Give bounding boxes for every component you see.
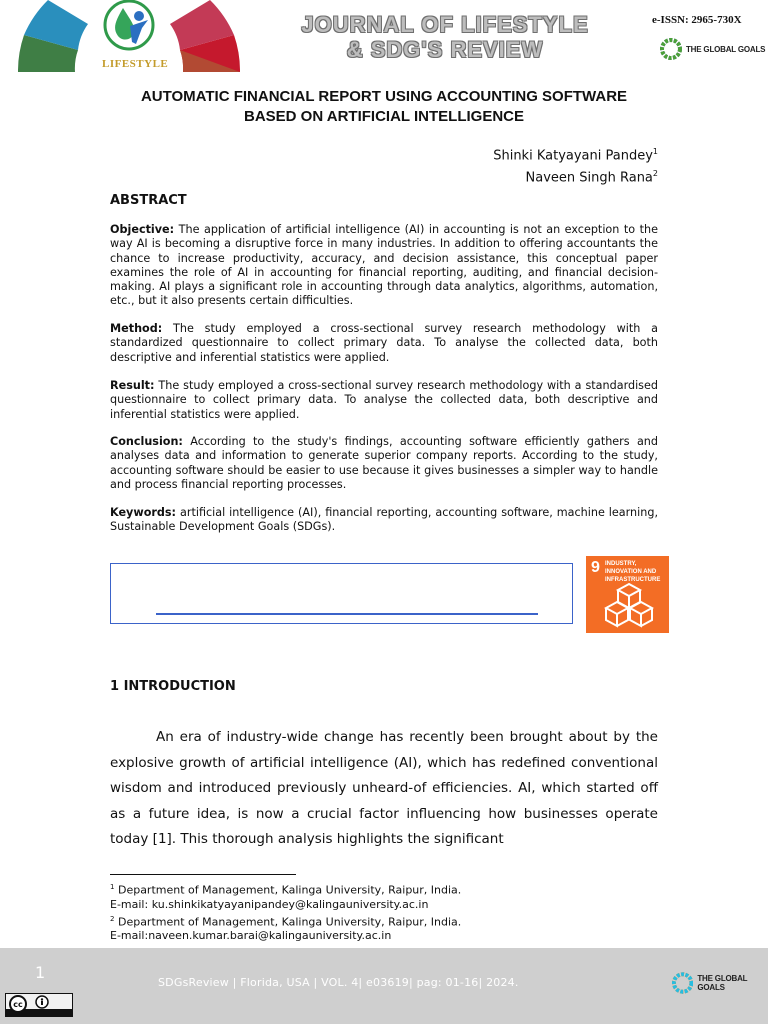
author-1: Shinki Katyayani Pandey$^1$ [493, 147, 658, 164]
paper-title-line1: AUTOMATIC FINANCIAL REPORT USING ACCOUNTING SOFTWARE [140, 88, 628, 105]
footnote-1-email: E-mail: ku.shinkikatyayanipandey@kalingauniversity.ac.in [110, 897, 429, 911]
global-goals-text: THE GLOBAL GOALS [686, 44, 766, 54]
paper-title [110, 87, 658, 127]
introduction-heading: 1 INTRODUCTION [110, 679, 236, 694]
svg-text:cc: cc [13, 1000, 23, 1009]
footer-citation: SDGsReview | Florida, USA | VOL. 4| e03619| pag: 01-16| 2024. [158, 976, 519, 989]
doi-link-box[interactable] [110, 563, 573, 624]
cc-license-badge[interactable] [5, 993, 73, 1017]
journal-title-line1: JOURNAL OF LIFESTYLE [301, 12, 589, 37]
journal-header [0, 0, 768, 75]
journal-title [262, 12, 628, 62]
global-goals-logo-bottom [672, 971, 768, 995]
page-number: 1 [35, 963, 46, 982]
sdg-number: 9 [591, 559, 600, 576]
abstract-conclusion: Conclusion: According to the study's findings, accounting software efficiently gathers and analyses data and information to generate superior company reports. According to the study, accounting software should be easier to use because it gives businesses a simpler way to handle and process financial reporting processes. [110, 435, 658, 491]
page-footer [0, 948, 768, 1024]
footnote-1: $^1$ Department of Management, Kalinga University, Raipur, India. [110, 883, 462, 897]
abstract-objective: Objective: The application of artificial intelligence (AI) in accounting is not an exception to the way AI is becoming a disruptive force in many industries. In addition to offering accountants the chance to increase productivity, accuracy, and decision assistance, this conceptual paper examines the role of AI in accounting for financial reporting, auditing, and financial decision-making. AI plays a significant role in accounting through data analytics, algorithms, automation, etc., but it also presents certain difficulties. [110, 223, 658, 308]
footnote-rule [110, 874, 296, 875]
footnote-2-email: E-mail:naveen.kumar.barai@kalingauniversity.ac.in [110, 929, 392, 943]
footnotes [110, 880, 461, 943]
issn-number: e-ISSN: 2965-730X [652, 14, 742, 26]
global-goals-text: THE GLOBAL GOALS [697, 974, 748, 992]
cc-by-icon [6, 994, 72, 1016]
logo-brand-text: LIFESTYLE [102, 58, 169, 70]
abstract-heading: ABSTRACT [110, 193, 187, 208]
journal-title-line2: & SDG'S REVIEW [346, 37, 544, 62]
global-goals-wheel-icon [660, 38, 682, 60]
introduction-body [110, 725, 658, 853]
global-goals-logo-top [660, 38, 765, 60]
paper-title-line2: BASED ON ARTIFICIAL INTELLIGENCE [243, 108, 524, 125]
global-goals-wheel-icon [672, 971, 693, 995]
abstract-result: Result: The study employed a cross-sectional survey research methodology with a standardised questionnaire to collect primary data. To analyse the collected data, both descriptive and inferential statistics were applied. [110, 379, 658, 421]
footnote-2: $^2$ Department of Management, Kalinga University, Raipur, India. [110, 914, 462, 929]
doi-link-underline[interactable] [156, 613, 538, 615]
lifestyle-logo-icon [96, 0, 162, 56]
introduction-paragraph: An era of industry-wide change has recently been brought about by the explosive growth of artificial intelligence (AI), which has redefined conventional wisdom and introduced previously unheard-of efficiencies. AI, which started off as a future idea, is now a crucial factor influencing how businesses operate today [1]. This thorough analysis highlights the significant [110, 729, 658, 847]
abstract-keywords: Keywords: artificial intelligence (AI), financial reporting, accounting software, machine learning, Sustainable Development Goals (SDGs). [110, 506, 658, 534]
sdg9-badge [586, 556, 669, 633]
sdg-label: INDUSTRY, INNOVATION AND INFRASTRUCTURE [605, 561, 661, 583]
cubes-icon [604, 582, 654, 628]
author-list [493, 143, 658, 188]
author-2: Naveen Singh Rana$^2$ [525, 169, 658, 186]
abstract-method: Method: The study employed a cross-sectional survey research methodology with a standardized questionnaire to collect primary data. To analyse the collected data, both descriptive and inferential statistics were applied. [110, 322, 659, 364]
